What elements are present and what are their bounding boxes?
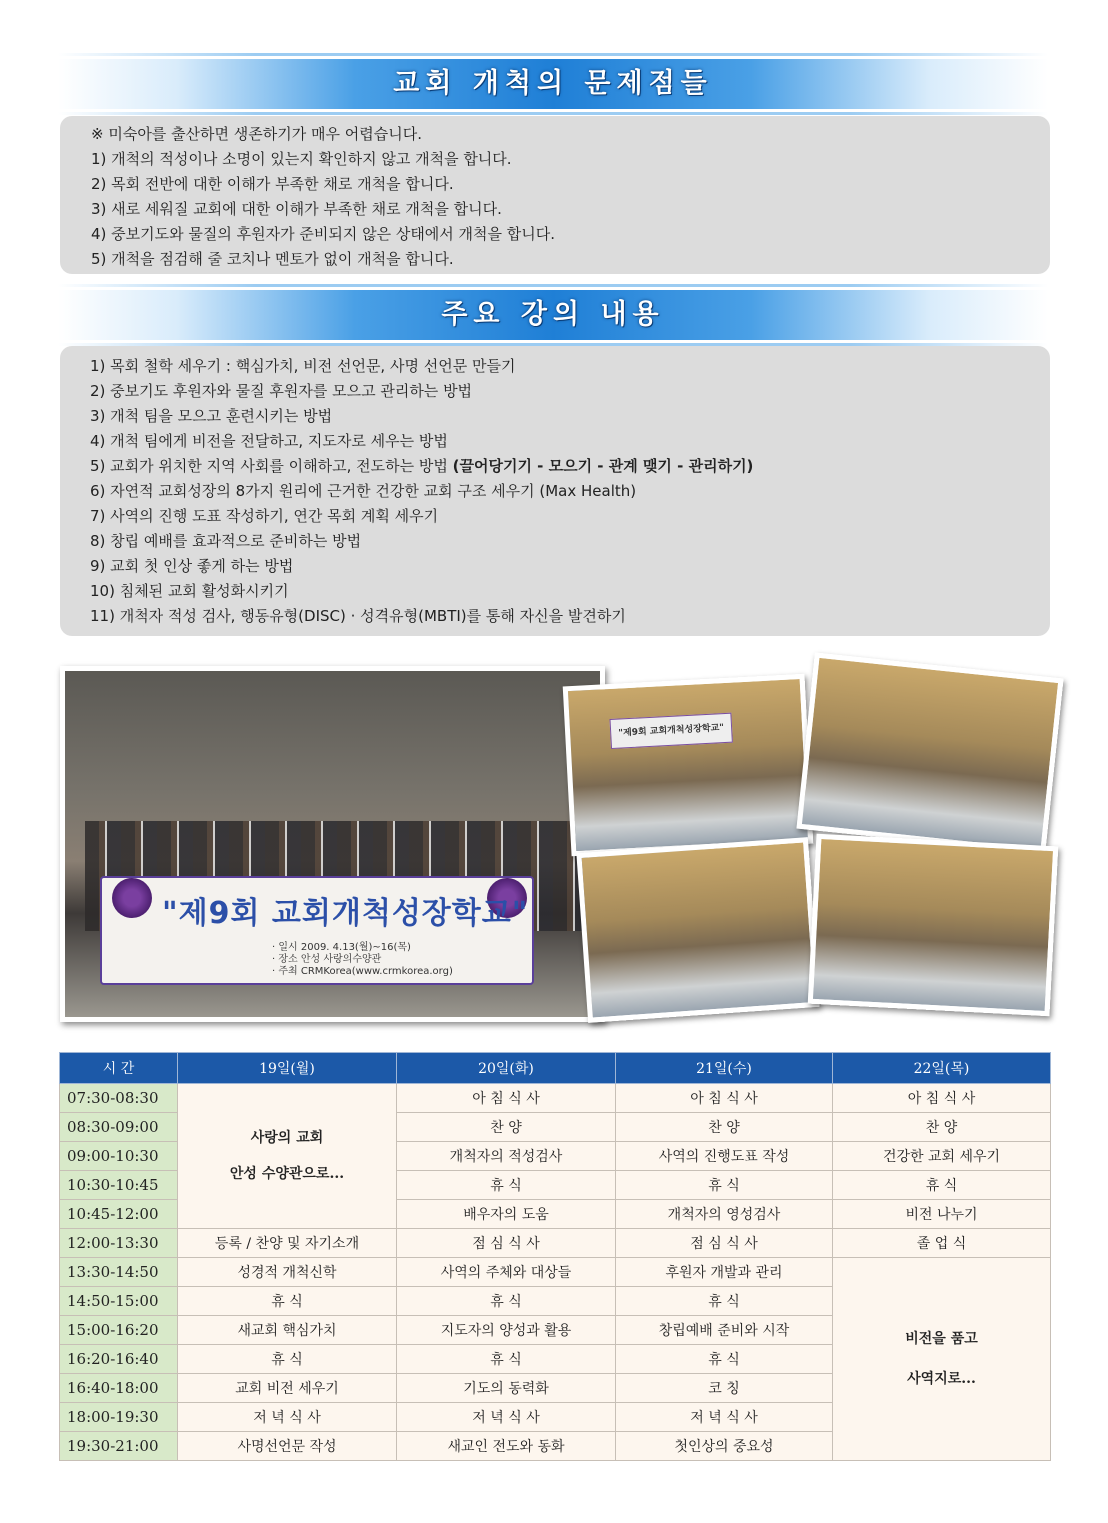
list-item: 4) 중보기도와 물질의 후원자가 준비되지 않은 상태에서 개척을 합니다. (91, 225, 556, 243)
time-cell: 09:00-10:30 (60, 1142, 178, 1171)
list-item: 1) 목회 철학 세우기 : 핵심가치, 비전 선언문, 사명 선언문 만들기 (90, 357, 516, 375)
wed-cell: 저 녁 식 사 (616, 1403, 833, 1432)
classroom-photo-1 (563, 674, 814, 856)
wed-cell: 점 심 식 사 (616, 1229, 833, 1258)
tue-cell: 기도의 동력화 (397, 1374, 616, 1403)
thu-afternoon-cell (833, 1258, 1051, 1461)
list-item: 2) 중보기도 후원자와 물질 후원자를 모으고 관리하는 방법 (90, 382, 473, 400)
tue-cell: 배우자의 도움 (397, 1200, 616, 1229)
group-photo (60, 666, 605, 1022)
time-cell: 13:30-14:50 (60, 1258, 178, 1287)
tue-cell: 새교인 전도와 동화 (397, 1432, 616, 1461)
time-cell: 10:30-10:45 (60, 1171, 178, 1200)
time-cell: 16:40-18:00 (60, 1374, 178, 1403)
thu-cell: 건강한 교회 세우기 (833, 1142, 1051, 1171)
wed-cell: 아 침 식 사 (616, 1084, 833, 1113)
mon-merged-line1: 사랑의 교회 (250, 1130, 324, 1146)
schedule-table (59, 1052, 1051, 1461)
list-item: 2) 목회 전반에 대한 이해가 부족한 채로 개척을 합니다. (91, 175, 454, 193)
mon-cell: 사명선언문 작성 (178, 1432, 397, 1461)
mon-cell: 등록 / 찬양 및 자기소개 (178, 1229, 397, 1258)
thu-cell: 찬 양 (833, 1113, 1051, 1142)
list-item-text: 5) 교회가 위치한 지역 사회를 이해하고, 전도하는 방법 (90, 457, 448, 475)
list-item: 5) 개척을 점검해 줄 코치나 멘토가 없이 개척을 합니다. (91, 250, 454, 268)
lectures-title: 주요 강의 내용 (441, 299, 665, 330)
grapes-icon (112, 878, 152, 918)
header-tue: 20일(화) (397, 1053, 616, 1084)
mon-cell: 저 녁 식 사 (178, 1403, 397, 1432)
mon-morning-cell (178, 1084, 397, 1229)
problems-banner (58, 59, 1048, 109)
list-item: 3) 개척 팀을 모으고 훈련시키는 방법 (90, 407, 333, 425)
list-item: 9) 교회 첫 인상 좋게 하는 방법 (90, 557, 294, 575)
list-item: 4) 개척 팀에게 비전을 전달하고, 지도자로 세우는 방법 (90, 432, 448, 450)
classroom-photo-3 (576, 837, 819, 1023)
table-row (60, 1258, 1051, 1287)
list-item-bold: (끌어당기기 - 모으기 - 관계 맺기 - 관리하기) (452, 457, 754, 475)
thu-merged-line2: 사역지로... (907, 1371, 976, 1387)
photo-banner-title: "제9회 교회개척성장학교" (162, 896, 529, 931)
header-thu: 22일(목) (833, 1053, 1051, 1084)
time-cell: 08:30-09:00 (60, 1113, 178, 1142)
wed-cell: 코 칭 (616, 1374, 833, 1403)
classroom-photo-4 (808, 834, 1059, 1016)
list-item: ※ 미숙아를 출산하면 생존하기가 매우 어렵습니다. (91, 125, 422, 143)
list-item: 1) 개척의 적성이나 소명이 있는지 확인하지 않고 개척을 합니다. (91, 150, 512, 168)
list-item: 8) 창립 예배를 효과적으로 준비하는 방법 (90, 532, 362, 550)
photo-banner-date: · 일시 2009. 4.13(월)~16(목) (272, 942, 411, 953)
mon-cell: 교회 비전 세우기 (178, 1374, 397, 1403)
tue-cell: 저 녁 식 사 (397, 1403, 616, 1432)
time-cell: 19:30-21:00 (60, 1432, 178, 1461)
photo-banner-place: · 장소 안성 사랑의수양관 (272, 954, 382, 965)
mon-merged-line2: 안성 수양관으로... (229, 1166, 345, 1182)
tue-cell: 사역의 주체와 대상들 (397, 1258, 616, 1287)
thu-cell: 비전 나누기 (833, 1200, 1051, 1229)
list-item: 6) 자연적 교회성장의 8가지 원리에 근거한 건강한 교회 구조 세우기 (Max Health) (90, 482, 637, 500)
wed-cell: 첫인상의 중요성 (616, 1432, 833, 1461)
wed-cell: 개척자의 영성검사 (616, 1200, 833, 1229)
tue-cell: 휴 식 (397, 1171, 616, 1200)
time-cell: 16:20-16:40 (60, 1345, 178, 1374)
header-wed: 21일(수) (616, 1053, 833, 1084)
list-item: 10) 침체된 교회 활성화시키기 (90, 582, 289, 600)
photo-event-banner (100, 876, 534, 985)
room-banner: "제9회 교회개척성장학교" (609, 713, 732, 749)
time-cell: 07:30-08:30 (60, 1084, 178, 1113)
problems-title: 교회 개척의 문제점들 (393, 68, 713, 99)
table-header-row (60, 1053, 1051, 1084)
mon-cell: 성경적 개척신학 (178, 1258, 397, 1287)
time-cell: 14:50-15:00 (60, 1287, 178, 1316)
classroom-photo-2 (796, 652, 1063, 854)
table-row (60, 1229, 1051, 1258)
tue-cell: 휴 식 (397, 1287, 616, 1316)
tue-cell: 개척자의 적성검사 (397, 1142, 616, 1171)
wed-cell: 휴 식 (616, 1345, 833, 1374)
wed-cell: 후원자 개발과 관리 (616, 1258, 833, 1287)
time-cell: 10:45-12:00 (60, 1200, 178, 1229)
lectures-panel (60, 346, 1050, 636)
tue-cell: 찬 양 (397, 1113, 616, 1142)
mon-cell: 휴 식 (178, 1287, 397, 1316)
wed-cell: 찬 양 (616, 1113, 833, 1142)
time-cell: 18:00-19:30 (60, 1403, 178, 1432)
thu-cell: 졸 업 식 (833, 1229, 1051, 1258)
photo-banner-host: · 주최 CRMKorea(www.crmkorea.org) (272, 966, 453, 977)
list-item: 11) 개척자 적성 검사, 행동유형(DISC) · 성격유형(MBTI)를 통해 자신을 발견하기 (90, 607, 626, 625)
list-item (90, 454, 1050, 479)
problems-list (60, 116, 1050, 272)
thu-cell: 휴 식 (833, 1171, 1051, 1200)
wed-cell: 사역의 진행도표 작성 (616, 1142, 833, 1171)
wed-cell: 창립예배 준비와 시작 (616, 1316, 833, 1345)
table-row (60, 1084, 1051, 1113)
thu-cell: 아 침 식 사 (833, 1084, 1051, 1113)
lectures-list (60, 346, 1050, 629)
header-time: 시 간 (60, 1053, 178, 1084)
mon-cell: 휴 식 (178, 1345, 397, 1374)
header-mon: 19일(월) (178, 1053, 397, 1084)
problems-panel (60, 116, 1050, 274)
tue-cell: 아 침 식 사 (397, 1084, 616, 1113)
time-cell: 12:00-13:30 (60, 1229, 178, 1258)
wed-cell: 휴 식 (616, 1171, 833, 1200)
list-item: 3) 새로 세워질 교회에 대한 이해가 부족한 채로 개척을 합니다. (91, 200, 502, 218)
list-item: 7) 사역의 진행 도표 작성하기, 연간 목회 계획 세우기 (90, 507, 439, 525)
time-cell: 15:00-16:20 (60, 1316, 178, 1345)
tue-cell: 점 심 식 사 (397, 1229, 616, 1258)
mon-cell: 새교회 핵심가치 (178, 1316, 397, 1345)
wed-cell: 휴 식 (616, 1287, 833, 1316)
thu-merged-line1: 비전을 품고 (905, 1331, 978, 1347)
tue-cell: 휴 식 (397, 1345, 616, 1374)
tue-cell: 지도자의 양성과 활용 (397, 1316, 616, 1345)
lectures-banner (58, 290, 1048, 340)
